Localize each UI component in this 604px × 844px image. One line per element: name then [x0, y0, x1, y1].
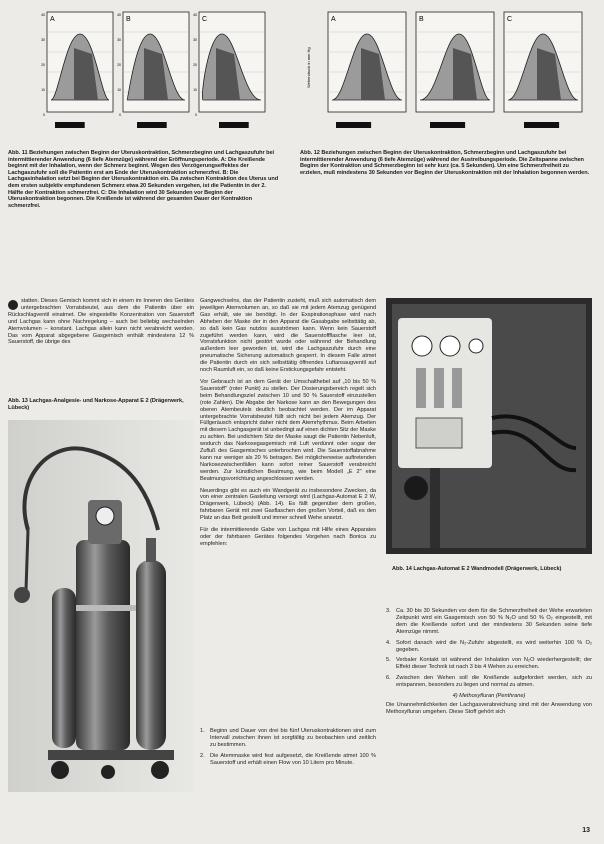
panel-letter: B: [419, 16, 424, 23]
y-tick-label: 40: [41, 13, 45, 17]
chart-panel: [117, 12, 189, 128]
y-tick-label: 30: [193, 38, 197, 42]
paragraph: Die Unannehmlichkeiten der Lachgasverabreichung sind mit der Anwendung von Methoxyfluran umgehen. Diese Stoff gehört sich: [386, 701, 592, 715]
list-text: Sofort danach wird die N₂-Zufuhr abgestellt, es wird weiterhin 100 % O₂ gegeben.: [396, 639, 592, 653]
panel-letter: A: [50, 16, 55, 23]
caption-label: Abb. 13: [8, 398, 28, 404]
figure-12: [304, 8, 592, 136]
list-item: [200, 728, 376, 749]
y-tick-label: 0: [119, 113, 121, 117]
column-3-list: [386, 608, 592, 716]
list-number: 4.: [386, 639, 391, 646]
list-text: Zwischen den Wehen soll die Kreißende aufgefordert werden, sich zu entspannen, besonders zu liegen und normal zu atmen.: [396, 675, 592, 689]
list-number: 2.: [200, 752, 205, 759]
inhalation-bar: [336, 122, 371, 128]
list-number: 6.: [386, 675, 391, 682]
caption-text: Lachgas-Automat E 2 Wandmodell (Drägerwerk, Lübeck): [413, 566, 562, 572]
column-2-list: [200, 728, 376, 771]
caption-figure-13: [8, 398, 194, 411]
y-tick-label: 10: [117, 88, 121, 92]
chart-panel: [41, 12, 113, 128]
inhalation-bar: [219, 122, 249, 128]
photo-figure-14-wall-model: [386, 298, 592, 554]
chart-panel: [193, 12, 265, 128]
chart-panel: [416, 12, 494, 128]
list-text: Beginn und Dauer von drei bis fünf Uteruskontraktionen sind zum Intervall zwischen ihnen ist sorgfältig zu beobachten und zeitlich zu bestimmen.: [210, 728, 376, 748]
paragraph: Vor Gebrauch ist an dem Gerät der Umschalthebel auf „10 bis 50 % Sauerstoff" (roter Punkt) zu stellen. Der Dosierungsbereich regelt sich beim Behandlungsziel zwischen 10 und 50 % Sauerstoff einzustellen (rote Zahlen). Die Abgabe der Narkose kann an den Bewegungen des oberen Atembeutels deutlich beobachtet werden. Der im Apparat untergebrachte Vorratsbeutel füllt sich nicht bei jedem Atemzug. Der Füllgeräusch entspricht daher nicht dem Atemrhythmus. Beim Arbeiten mit diesem Lachgasgerät ist unbedingt auf einen dichten Sitz der Maske zu achten. Bei undichtem Sitz der Maske saugt die Patientin Nebenluft, wodurch das Narkosegasgemisch mit Luft verdünnt oder sogar der Zufluß des Gasgemisches unterbrochen wird. Die Sauerstoffabnahme kann nur weniger als 20 % betragen. Bei möglicherweise auftretenden Narkosezwischenfällen kann sofort reiner Sauerstoff verabreicht werden. Zur künstlichen Beatmung, wie beim Modell „E 2" eine Beatmungsvorrichtung angeschlossen werden.: [200, 378, 376, 482]
list-item: [386, 640, 592, 654]
list-text: Verbaler Kontakt ist während der Inhalation von N₂O wiederhergestellt; der Effekt dieser Technik ist nach 3 bis 4 Wehen zu erreichen.: [396, 657, 592, 671]
caption-label: Abb. 11: [8, 150, 28, 156]
list-number: 5.: [386, 657, 391, 664]
list-item: [386, 608, 592, 636]
caption-text: Beziehungen zwischen Beginn der Uteruskontraktion, Schmerzbeginn und Lachgaszufuhr bei intermittierender Anwendung (6 tiefe Atemzüge) während der Eröffnungsperiode. A: Die Kreißende beginnt mit der Inhalation, wenn der Schmerz beginnt. Wegen des Verzögerungseffektes der Lachgaszufuhr soll die Patientin erst am Ende der Uteruskontraktion schmerzfrei. B: Die Lachgasinhalation setzt bei Beginn der Uteruskontraktion ein. Da zwischen Kontraktion des Uterus und dem ersten subjektiv empfundenen Schmerz etwa 20 Sekunden vergehen, ist die Patientin in der 2. Hälfte der Kontraktion schmerzfrei. C: Die Inhalation wird 30 Sekunden vor Beginn der Uteruskontraktion begonnen. Die Kreißende ist während der gesamten Dauer der Kontraktion schmerzfrei.: [8, 150, 279, 209]
y-tick-label: 40: [193, 13, 197, 17]
paragraph: Neuerdings gibt es auch ein Wandgerät zu insbesondere Zwecken, da von einer zentralen Gasleitung versorgt wird (Lachgas-Automat E 2 W, Drägerwerk, Lübeck) (Abb. 14). Es fällt gegenüber dem großen, fahrbaren Gerät mit zwei Gasflaschen den großen Vorteil, daß es den Platz an das Bett gestellt und immer schnell Wehe ansetzt.: [200, 487, 376, 522]
y-tick-label: 0: [43, 113, 45, 117]
inhalation-bar: [137, 122, 167, 128]
list-item: [200, 753, 376, 767]
panel-letter: C: [202, 16, 208, 23]
inhalation-bar: [430, 122, 465, 128]
caption-figure-11: [8, 150, 280, 209]
dropcap-mark: [8, 300, 18, 310]
caption-label: Abb. 14: [392, 566, 412, 572]
inhalation-bar: [524, 122, 559, 128]
caption-text: Lachgas-Analgesie- und Narkose-Apparat E 2 (Drägerwerk, Lübeck): [8, 398, 184, 411]
y-tick-label: 20: [41, 63, 45, 67]
panel-letter: B: [126, 16, 131, 23]
caption-figure-14: [392, 566, 592, 573]
list-text: Ca. 30 bis 30 Sekunden vor dem für die Schmerzfreiheit der Wehe erwarteten Zeitpunkt wird ein Gasgemisch von 50 % N₂O und 50 % O₂ eingestellt, mit dem die Kreißende sofort und der mindestens 30 Sekunden seine tiefe Atemzüge nimmt.: [396, 608, 592, 635]
list-item: [386, 657, 592, 671]
list-text: Die Atemmaske wird fest aufgesetzt, die Kreißende atmet 100 % Sauerstoff und erhält einen Flow von 10 Litern pro Minute.: [210, 752, 376, 766]
column-1-text: [8, 298, 194, 351]
list-item: [386, 675, 592, 689]
page-number: 13: [582, 827, 590, 834]
y-axis-label: Wehendruck in mm Hg: [306, 47, 311, 88]
y-tick-label: 30: [117, 38, 121, 42]
y-tick-label: 20: [193, 63, 197, 67]
y-tick-label: 30: [41, 38, 45, 42]
panel-letter: C: [507, 16, 513, 23]
chart-panel: [328, 12, 406, 128]
paragraph: statten. Dieses Gemisch kommt sich in einem im Inneren des Gerätes untergebrachten Vorratsbeutel, aus dem die Patientin über ein Rückschlagventil einatmet. Die eingestellte Konzentration von Sauerstoff und Lachgas kann ohne Nachregelung – auch bei beliebig wechselnden Atemvolumen – konstant. Lachgas allein kann nicht verabreicht werden. Das vom Apparat abgegebene Gasgemisch enthält mindestens 12 % Sauerstoff, die übrige des: [8, 298, 194, 346]
y-tick-label: 20: [117, 63, 121, 67]
y-tick-label: 0: [195, 113, 197, 117]
chart-panel: [504, 12, 582, 128]
y-tick-label: 10: [193, 88, 197, 92]
section-subheading: 4) Methoxyfluran (Penthrane): [452, 693, 526, 700]
y-tick-label: 10: [41, 88, 45, 92]
paragraph: Gangwechselns, das der Patientin zusteht, muß sich automatisch dem jeweiligen Atemvolumen an, so daß sie mit jedem Atemzug genügend Gas erhält, wie sie benötigt. In der Exspirationsphase wird nach Abheben der Maske der in den Apparat die Gasabgabe selbsttätig ab, so daß kein Gas nutzlos ausströmen kann. Wenn kein Sauerstoff zugeführt werden kann, wird die Sauerstoffflasche leer ist, Vorratsfunktion nicht gestört wurde oder während der Behandlung außerdem leer geworden ist, wird die Lachgaszufuhr durch eine pneumatische Sicherung automatisch gesperrt. In diesem Falle atmet die Patientin durch ein sich selbsttätig öffnendes Luftansaugventil auf noch Raumluft ein, so daß keine Erstickungsgefahr entsteht.: [200, 298, 376, 374]
caption-text: Beziehungen zwischen Beginn der Uteruskontraktion, Schmerzbeginn und Lachgaszufuhr bei intermittierender Anwendung (6 tiefe Atemzüge) während der Austreibungsperiode. Die Zeitspanne zwischen Beginn der Kontraktion und Schmerzbeginn ist sehr kurz (ca. 5 Sekunden). Um eine Schmerzfreiheit zu erzielen, muß mindestens 30 Sekunden vor Beginn der Uteruskontraktion mit der Inhalation begonnen werden.: [300, 150, 590, 176]
list-number: 3.: [386, 608, 391, 614]
paragraph: Für die intermittierende Gabe von Lachgas mit Hilfe eines Apparates oder der fahrbaren Gerätes folgendes Vorgehen nach Bonica zu empfehlen:: [200, 527, 376, 547]
y-tick-label: 40: [117, 13, 121, 17]
photo-figure-13-apparatus: [8, 420, 194, 792]
panel-letter: A: [331, 16, 336, 23]
caption-label: Abb. 12: [300, 150, 320, 156]
column-2-text: [200, 298, 376, 553]
inhalation-bar: [55, 122, 85, 128]
list-number: 1.: [200, 728, 205, 734]
figure-11: [33, 8, 269, 136]
caption-figure-12: [300, 150, 592, 176]
